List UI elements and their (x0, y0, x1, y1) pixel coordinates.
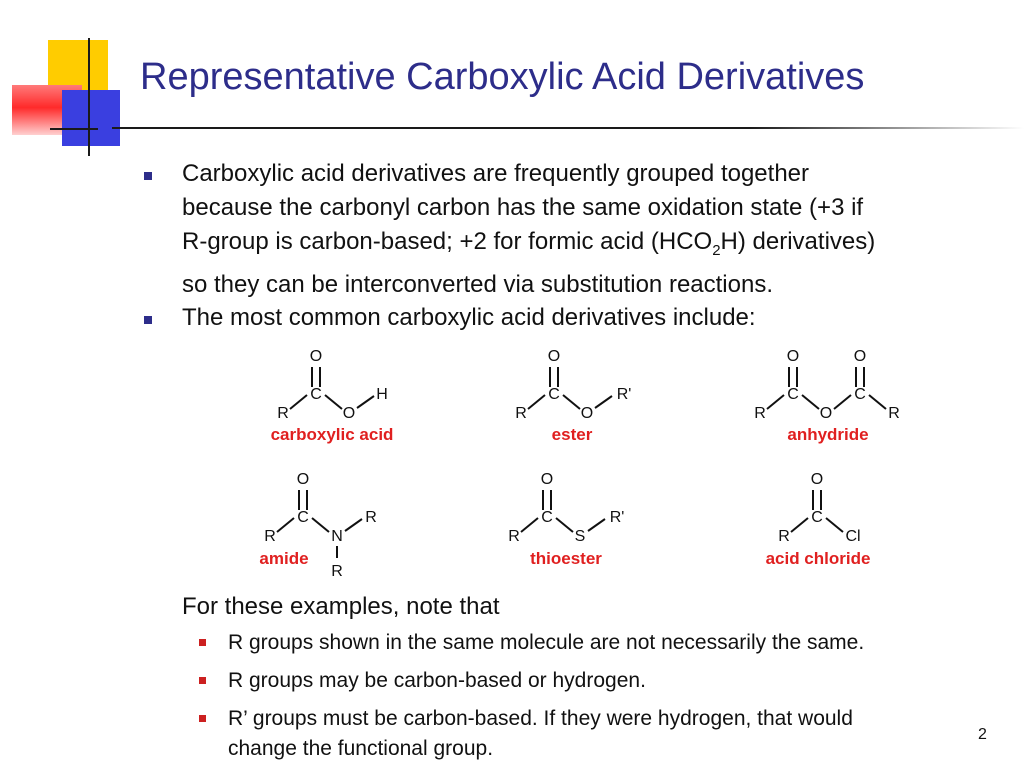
label-acid-chloride: acid chloride (765, 549, 871, 568)
label-ester: ester (551, 425, 593, 444)
bond-c-cl (826, 518, 843, 532)
sub-bullet-marker (199, 639, 206, 646)
subscript-2: 2 (712, 241, 721, 259)
bullet-1-line-2: because the carbonyl carbon has the same oxidation state (+3 if (182, 194, 864, 221)
atom-o: O (540, 471, 554, 488)
bullet-1-line-3-text: R-group is carbon-based; +2 for formic acid (HCO (182, 228, 713, 255)
bond-o-r (595, 396, 612, 408)
atom-r: R (515, 405, 527, 422)
atom-h: H (376, 386, 388, 403)
atom-c: C (310, 386, 322, 403)
label-carboxylic-acid: carboxylic acid (270, 425, 394, 444)
structure-thioester (508, 471, 624, 568)
slide-title: Representative Carboxylic Acid Derivatives (140, 56, 865, 98)
atom-o-mid: O (342, 405, 356, 422)
atom-c: C (811, 509, 823, 526)
label-anhydride: anhydride (787, 425, 869, 444)
bond-c2-r2 (869, 395, 886, 409)
atom-r: R (277, 405, 289, 422)
structure-ester (515, 348, 631, 444)
label-thioester: thioester (530, 549, 602, 568)
atom-r-prime: R' (616, 386, 632, 403)
note-item-1: R groups shown in the same molecule are not necessarily the same. (228, 631, 865, 654)
bond-o-c2 (834, 395, 851, 409)
atom-r: R (264, 528, 276, 545)
bond-c-r (290, 395, 307, 409)
atom-r-2: R (888, 405, 900, 422)
atom-o: O (309, 348, 323, 365)
bond-c-r (791, 518, 808, 532)
atom-r-1: R (754, 405, 766, 422)
atom-c-2: C (854, 386, 866, 403)
bullet-1-line-1: Carboxylic acid derivatives are frequently grouped together (182, 160, 810, 187)
structure-acid-chloride (766, 471, 871, 568)
bond-o-h (357, 396, 374, 408)
atom-o-mid: O (819, 405, 833, 422)
sub-bullet-marker (199, 715, 206, 722)
atom-cl: Cl (845, 528, 861, 545)
bond-c-r (277, 518, 294, 532)
bond-c-o (563, 395, 580, 409)
sub-bullet-marker (199, 677, 206, 684)
bullet-1-line-4: so they can be interconverted via substitution reactions. (182, 270, 773, 298)
structure-amide (259, 471, 376, 580)
atom-o-mid: O (580, 405, 594, 422)
atom-c-1: C (787, 386, 799, 403)
atom-o-1: O (786, 348, 800, 365)
bond-c-r (528, 395, 545, 409)
atom-c: C (548, 386, 560, 403)
atom-r: R (778, 528, 790, 545)
note-item-3 (228, 704, 853, 764)
page-number: 2 (978, 726, 987, 743)
note-item-3-line-2: change the functional group. (228, 737, 494, 760)
atom-n: N (331, 528, 343, 545)
bond-s-r (588, 519, 605, 531)
atom-r: R (508, 528, 520, 545)
bond-c-o (325, 395, 342, 409)
atom-r-bottom: R (331, 563, 343, 580)
structure-anhydride (754, 348, 900, 444)
atom-o-2: O (853, 348, 867, 365)
atom-s: S (574, 528, 586, 545)
bond-c-n (312, 518, 329, 532)
atom-o: O (810, 471, 824, 488)
bullet-2-text: The most common carboxylic acid derivatives include: (182, 304, 756, 331)
bond-c-r (521, 518, 538, 532)
atom-o: O (296, 471, 310, 488)
atom-c: C (541, 509, 553, 526)
bond-c-s (556, 518, 573, 532)
atom-r-prime: R' (609, 509, 625, 526)
bond-c1-o (802, 395, 819, 409)
atom-c: C (297, 509, 309, 526)
note-intro: For these examples, note that (182, 593, 500, 620)
label-amide: amide (259, 549, 309, 568)
bond-n-r (345, 519, 362, 531)
bullet-1-line-3-tail: H) derivatives) (720, 228, 876, 255)
note-item-3-line-1: R’ groups must be carbon-based. If they were hydrogen, that would (228, 707, 853, 730)
atom-o: O (547, 348, 561, 365)
bond-c1-r1 (767, 395, 784, 409)
structure-carboxylic-acid (271, 348, 394, 444)
atom-r-right: R (365, 509, 377, 526)
note-item-2: R groups may be carbon-based or hydrogen. (228, 669, 646, 692)
